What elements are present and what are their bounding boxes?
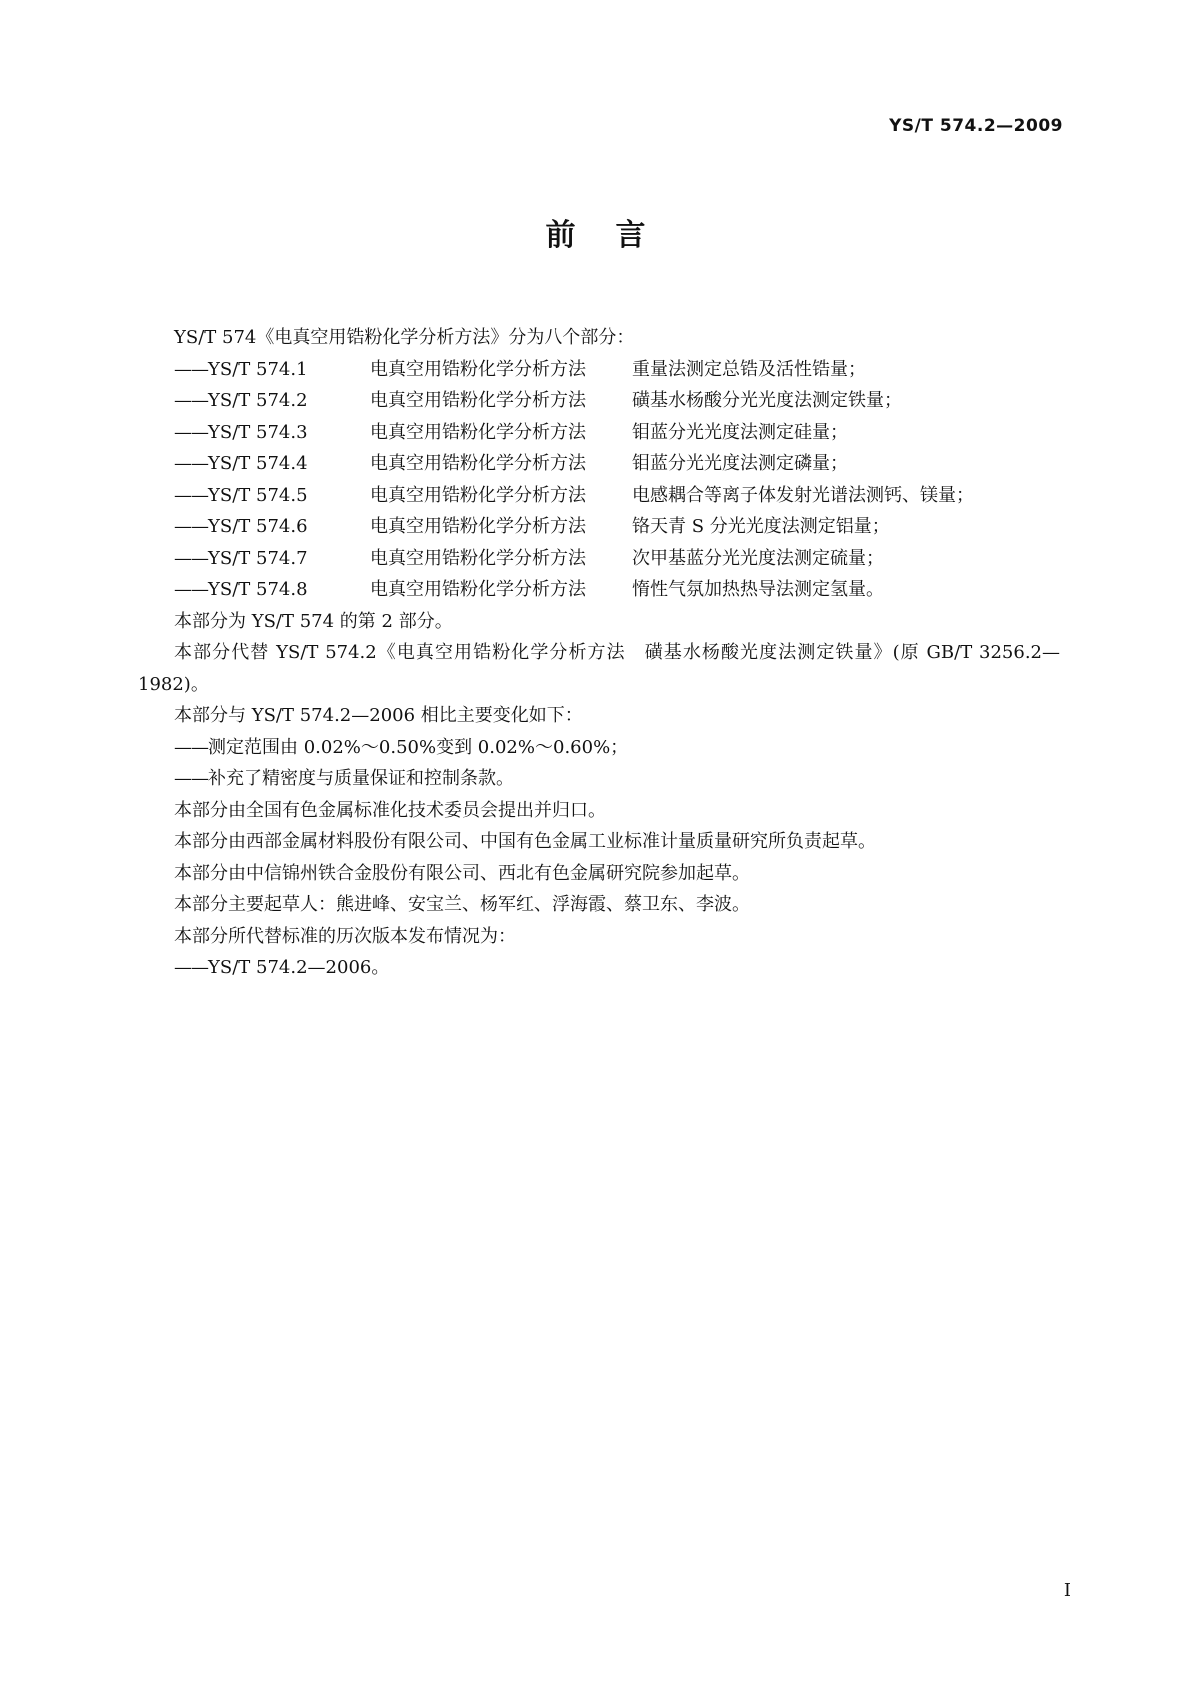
page-number: I	[1063, 1580, 1071, 1601]
dash-prefix: ——	[174, 957, 208, 978]
part-code: YS/T 574.1	[208, 358, 308, 380]
part-subject: 次甲基蓝分光光度法测定硫量；	[632, 547, 884, 569]
replaces-statement: 本部分代替 YS/T 574.2《电真空用锆粉化学分析方法 磺基水杨酸光度法测定铁量》(原 GB/T 3256.2—1982)。	[138, 642, 1060, 695]
proposed-by: 本部分由全国有色金属标准化技术委员会提出并归口。	[174, 799, 606, 821]
part-subject: 铬天青 S 分光光度法测定铝量；	[632, 516, 890, 537]
history-text: YS/T 574.2—2006。	[208, 957, 390, 978]
part-list-item	[138, 480, 1060, 512]
dash-prefix: ——	[174, 484, 208, 506]
part-code: YS/T 574.8	[208, 579, 308, 600]
part-statement: 本部分为 YS/T 574 的第 2 部分。	[174, 610, 453, 632]
dash-prefix: ——	[174, 358, 208, 380]
change-item	[138, 763, 1060, 795]
change-item	[138, 732, 1060, 764]
part-subject: 磺基水杨酸分光光度法测定铁量；	[632, 390, 902, 411]
dash-prefix: ——	[174, 516, 208, 537]
history-intro: 本部分所代替标准的历次版本发布情况为：	[174, 925, 516, 947]
intro-paragraph: YS/T 574《电真空用锆粉化学分析方法》分为八个部分：	[174, 327, 635, 348]
part-method: 电真空用锆粉化学分析方法	[370, 453, 586, 474]
part-list-item	[138, 354, 1060, 386]
part-code: YS/T 574.7	[208, 547, 308, 569]
dash-prefix: ——	[174, 768, 208, 789]
part-method: 电真空用锆粉化学分析方法	[370, 547, 586, 569]
part-subject: 电感耦合等离子体发射光谱法测钙、镁量；	[632, 484, 974, 506]
part-list-item	[138, 574, 1060, 606]
part-subject: 惰性气氛加热热导法测定氢量。	[632, 579, 884, 600]
part-code: YS/T 574.4	[208, 453, 308, 474]
drafted-by: 本部分由西部金属材料股份有限公司、中国有色金属工业标准计量质量研究所负责起草。	[174, 831, 876, 852]
change-text: 补充了精密度与质量保证和控制条款。	[208, 768, 514, 789]
dash-prefix: ——	[174, 736, 208, 758]
dash-prefix: ——	[174, 579, 208, 600]
part-subject: 钼蓝分光光度法测定磷量；	[632, 453, 848, 474]
part-method: 电真空用锆粉化学分析方法	[370, 516, 586, 537]
dash-prefix: ——	[174, 390, 208, 411]
part-method: 电真空用锆粉化学分析方法	[370, 390, 586, 411]
history-item	[138, 952, 1060, 984]
part-subject: 钼蓝分光光度法测定硅量；	[632, 421, 848, 443]
part-method: 电真空用锆粉化学分析方法	[370, 358, 586, 380]
part-method: 电真空用锆粉化学分析方法	[370, 421, 586, 443]
change-text: 测定范围由 0.02%～0.50%变到 0.02%～0.60%；	[208, 736, 629, 758]
part-code: YS/T 574.3	[208, 421, 308, 443]
changes-intro: 本部分与 YS/T 574.2—2006 相比主要变化如下：	[174, 705, 583, 726]
part-method: 电真空用锆粉化学分析方法	[370, 484, 586, 506]
part-list-item	[138, 448, 1060, 480]
part-subject: 重量法测定总锆及活性锆量；	[632, 358, 866, 380]
part-code: YS/T 574.6	[208, 516, 308, 537]
part-list-item	[138, 417, 1060, 449]
dash-prefix: ——	[174, 421, 208, 443]
part-method: 电真空用锆粉化学分析方法	[370, 579, 586, 600]
page-title: 前言	[545, 218, 686, 253]
part-list-item	[138, 543, 1060, 575]
foreword-body	[138, 322, 1060, 984]
drafters: 本部分主要起草人：熊进峰、安宝兰、杨军红、浮海霞、蔡卫东、李波。	[174, 894, 750, 915]
part-code: YS/T 574.2	[208, 390, 308, 411]
dash-prefix: ——	[174, 453, 208, 474]
dash-prefix: ——	[174, 547, 208, 569]
participants: 本部分由中信锦州铁合金股份有限公司、西北有色金属研究院参加起草。	[174, 862, 750, 884]
part-list-item	[138, 511, 1060, 543]
part-list-item	[138, 385, 1060, 417]
standard-code: YS/T 574.2—2009	[889, 116, 1063, 136]
part-code: YS/T 574.5	[208, 484, 308, 506]
